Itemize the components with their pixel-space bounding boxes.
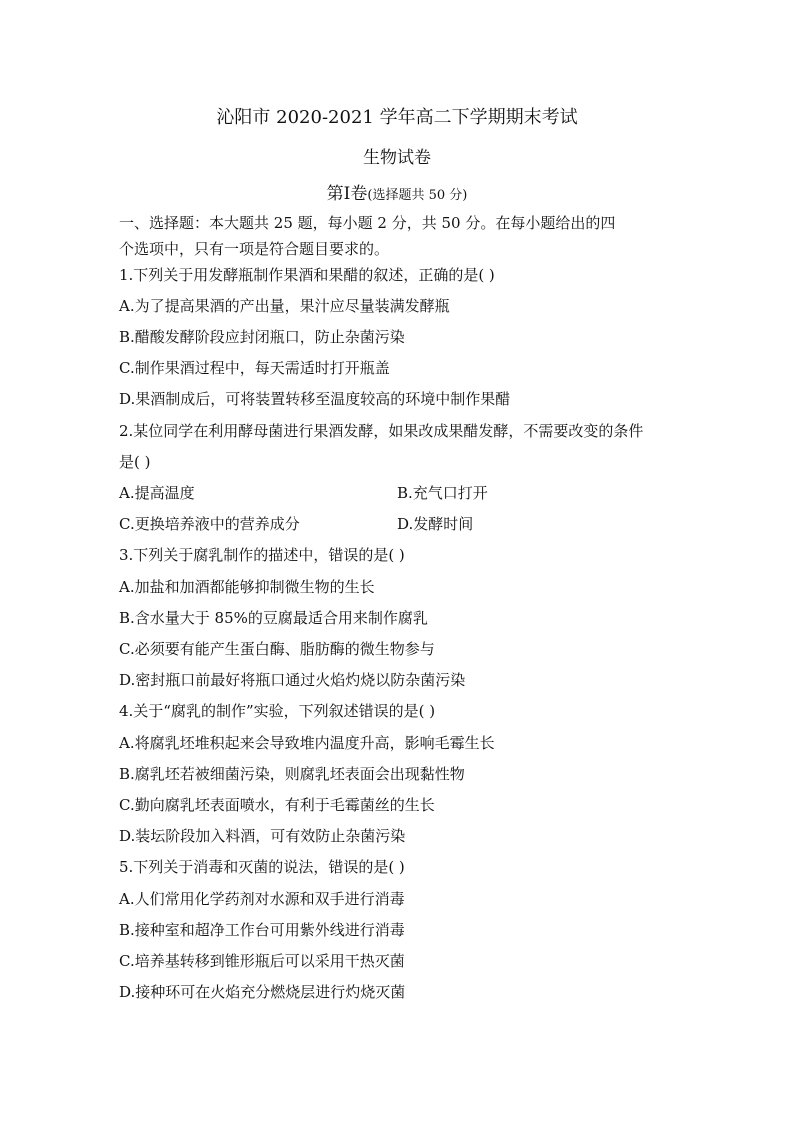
part-heading bbox=[0, 180, 794, 210]
question-5-stem: 5.下列关于消毒和灭菌的说法，错误的是( ) bbox=[119, 858, 405, 876]
section-instruction-line-1: 一、选择题：本大题共 25 题，每小题 2 分，共 50 分。在每小题给出的四 bbox=[119, 214, 616, 232]
question-1-option-a: A.为了提高果酒的产出量，果汁应尽量装满发酵瓶 bbox=[119, 297, 450, 315]
question-4-option-b: B.腐乳坯若被细菌污染，则腐乳坯表面会出现黏性物 bbox=[119, 765, 465, 783]
question-4-option-d: D.装坛阶段加入料酒，可有效防止杂菌污染 bbox=[119, 827, 406, 845]
question-2-stem-line-2: 是( ) bbox=[119, 453, 151, 471]
question-4-option-a: A.将腐乳坯堆积起来会导致堆内温度升高，影响毛霉生长 bbox=[119, 734, 495, 752]
question-5-option-b: B.接种室和超净工作台可用紫外线进行消毒 bbox=[119, 921, 405, 939]
question-3-stem: 3.下列关于腐乳制作的描述中，错误的是( ) bbox=[119, 546, 405, 564]
question-3-option-a: A.加盐和加酒都能够抑制微生物的生长 bbox=[119, 578, 375, 596]
question-5-option-a: A.人们常用化学药剂对水源和双手进行消毒 bbox=[119, 890, 405, 908]
exam-subtitle: 生物试卷 bbox=[363, 148, 431, 168]
part-note: (选择题共 50 分) bbox=[367, 188, 468, 203]
question-4-stem: 4.关于“腐乳的制作”实验，下列叙述错误的是( ) bbox=[119, 702, 436, 720]
question-2-option-b: B.充气口打开 bbox=[397, 484, 488, 502]
question-3-option-d: D.密封瓶口前最好将瓶口通过火焰灼烧以防杂菌污染 bbox=[119, 671, 466, 689]
question-2-option-a: A.提高温度 bbox=[119, 484, 195, 502]
question-3-option-b: B.含水量大于 85%的豆腐最适合用来制作腐乳 bbox=[119, 609, 428, 627]
section-instruction-line-2: 个选项中，只有一项是符合题目要求的。 bbox=[119, 240, 390, 258]
question-2-option-c: C.更换培养液中的营养成分 bbox=[119, 515, 300, 533]
question-4-option-c: C.勤向腐乳坯表面喷水，有利于毛霉菌丝的生长 bbox=[119, 796, 435, 814]
exam-title: 沁阳市 2020-2021 学年高二下学期期末考试 bbox=[216, 107, 578, 128]
part-label: 第Ⅰ卷 bbox=[326, 184, 368, 204]
question-1-option-b: B.醋酸发酵阶段应封闭瓶口，防止杂菌污染 bbox=[119, 328, 405, 346]
question-1-stem: 1.下列关于用发酵瓶制作果酒和果醋的叙述，正确的是( ) bbox=[119, 266, 495, 284]
question-2-option-d: D.发酵时间 bbox=[397, 515, 474, 533]
question-3-option-c: C.必须要有能产生蛋白酶、脂肪酶的微生物参与 bbox=[119, 640, 435, 658]
question-2-stem-line-1: 2.某位同学在利用酵母菌进行果酒发酵，如果改成果醋发酵，不需要改变的条件 bbox=[119, 422, 644, 440]
question-5-option-c: C.培养基转移到锥形瓶后可以采用干热灭菌 bbox=[119, 952, 405, 970]
question-1-option-c: C.制作果酒过程中，每天需适时打开瓶盖 bbox=[119, 359, 390, 377]
question-5-option-d: D.接种环可在火焰充分燃烧层进行灼烧灭菌 bbox=[119, 983, 406, 1001]
question-1-option-d: D.果酒制成后，可将装置转移至温度较高的环境中制作果醋 bbox=[119, 390, 511, 408]
